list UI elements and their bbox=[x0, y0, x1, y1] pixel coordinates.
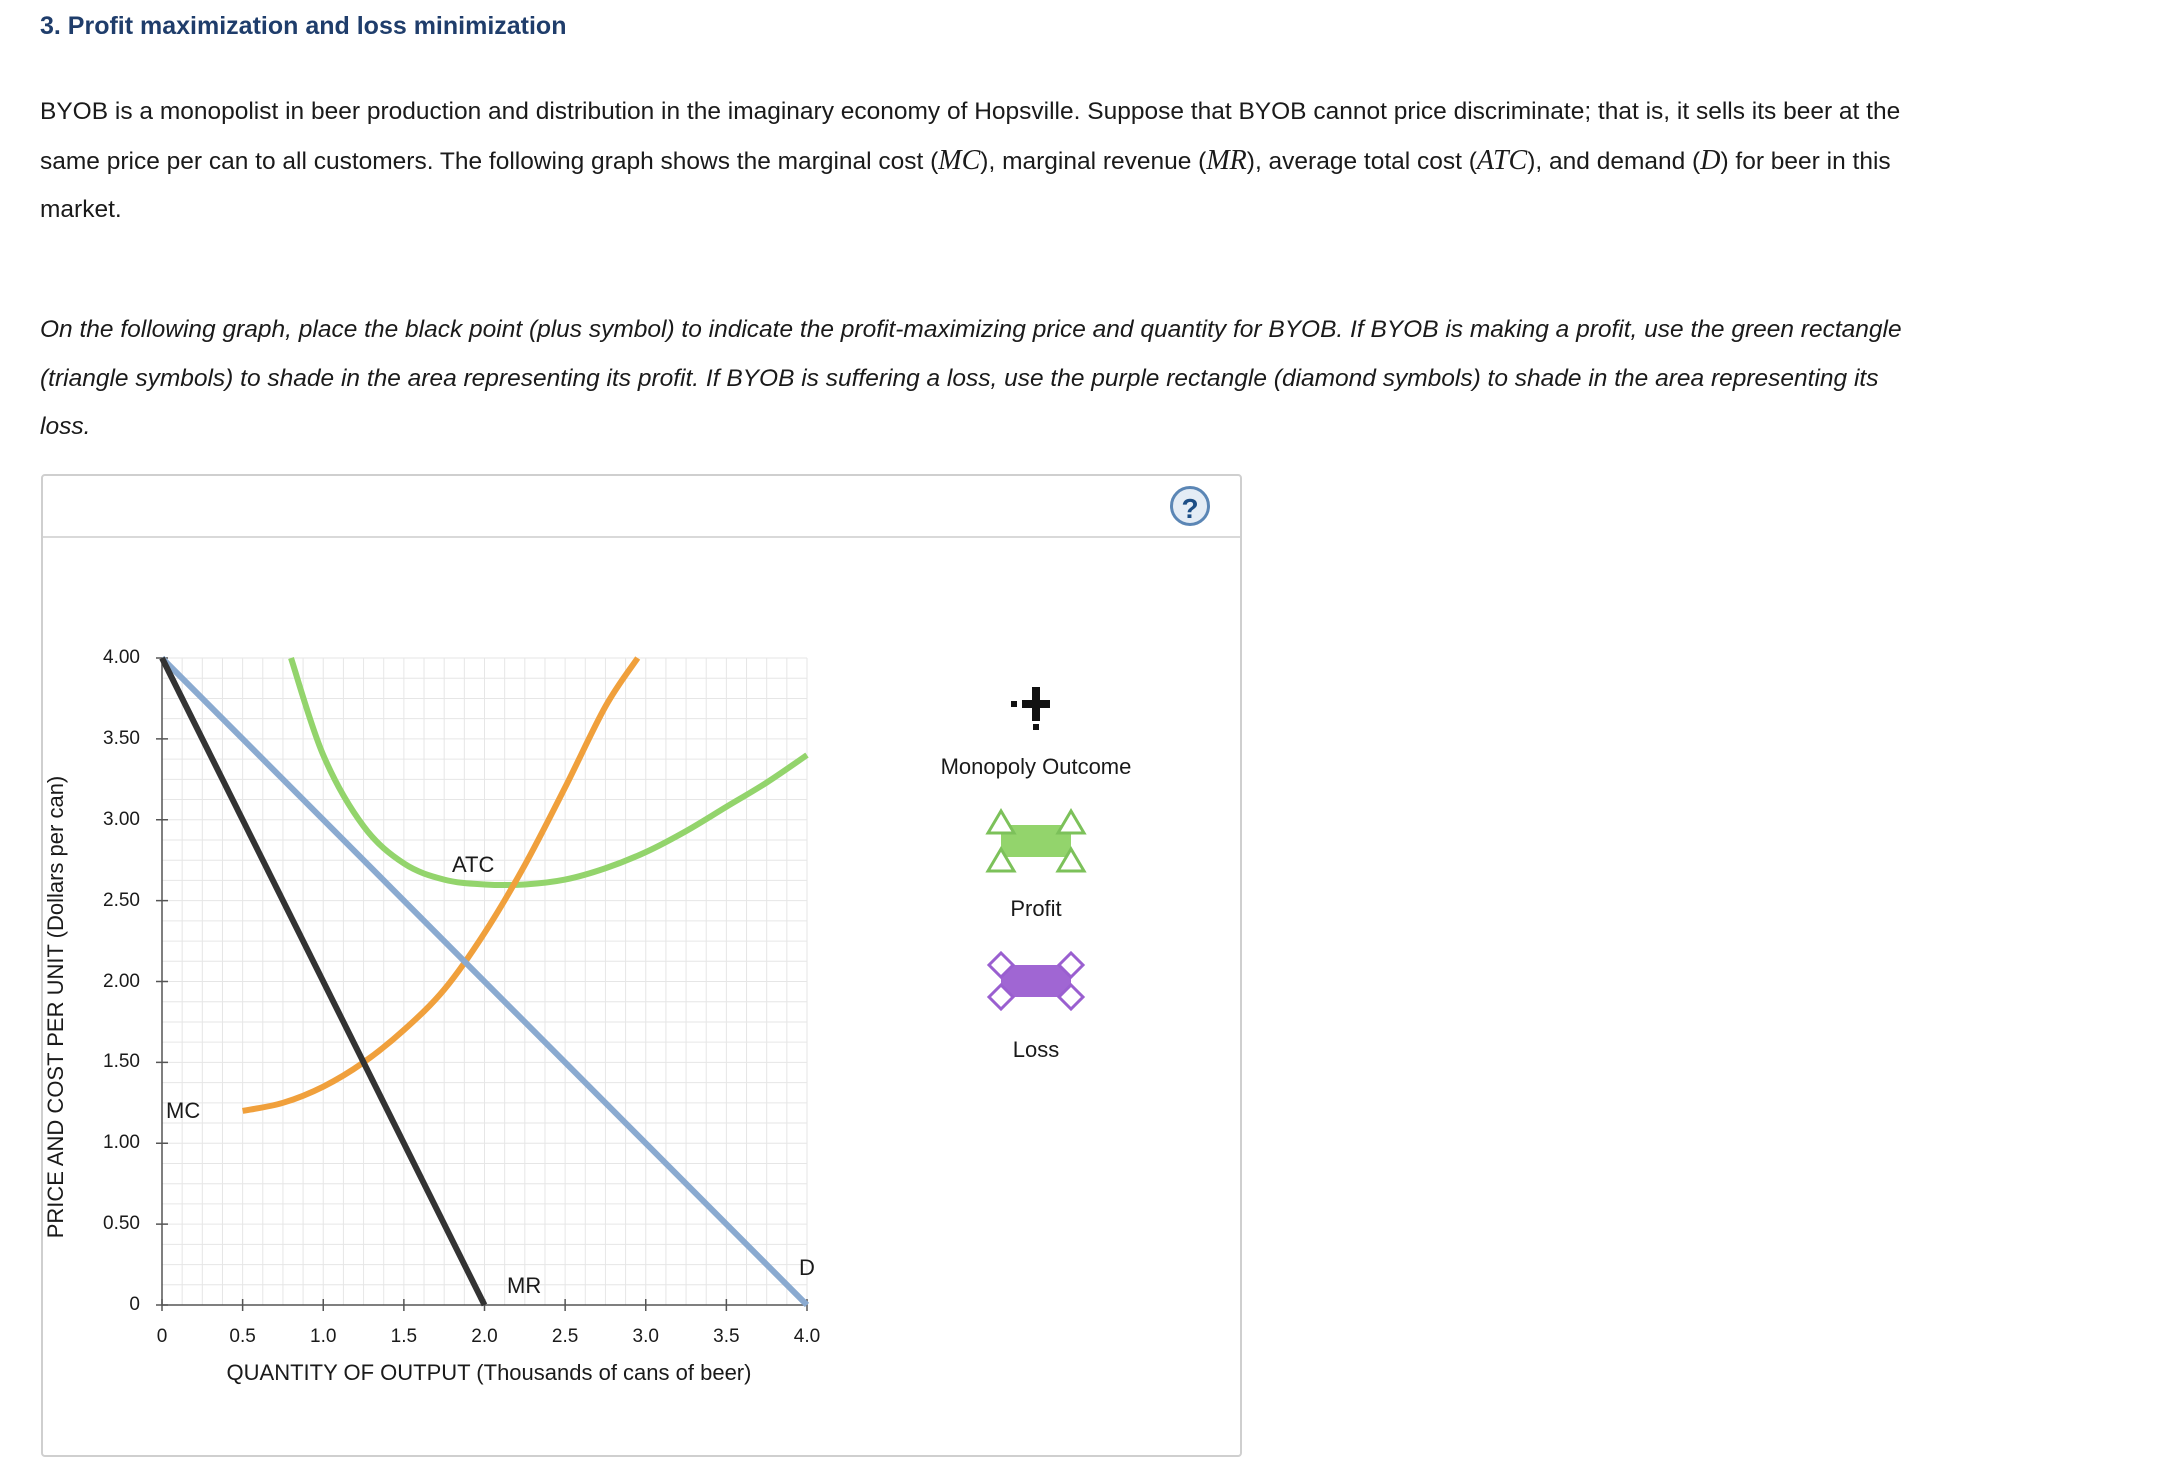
intro-text-4: ), and demand ( bbox=[1527, 147, 1701, 175]
intro-text-5: ) for beer in this market. bbox=[40, 147, 1891, 223]
intro-text-1: BYOB is a monopolist in beer production and distribution in the imaginary economy of Hopsville. Suppose that BYOB cannot price discriminate; that is, it sells its beer at the same price per can to all customers. The following graph shows the marginal cost ( bbox=[40, 98, 1901, 175]
atc-curve-label: ATC bbox=[452, 852, 495, 877]
loss-tool[interactable] bbox=[936, 1031, 1136, 1063]
x-tick-label: 4.0 bbox=[793, 1326, 821, 1347]
x-tick-label: 1.5 bbox=[390, 1326, 418, 1347]
question-instructions: On the following graph, place the black point (plus symbol) to indicate the profit-maximizing price and quantity for BYOB. If BYOB is making a profit, use the green rectangle (triangle symbols) to shade in the area representing its profit. If BYOB is suffering a loss, use the purple rectangle (diamond symbols) to shade in the area representing its loss. bbox=[40, 316, 1902, 440]
y-axis-title: PRICE AND COST PER UNIT (Dollars per can) bbox=[43, 775, 68, 1239]
question-heading: 3. Profit maximization and loss minimization bbox=[40, 12, 567, 40]
x-tick-label: 3.0 bbox=[632, 1326, 659, 1347]
atc-symbol: ATC bbox=[1476, 144, 1528, 176]
x-tick-label: 2.5 bbox=[551, 1326, 579, 1347]
monopoly-outcome-label: Monopoly Outcome bbox=[940, 754, 1132, 779]
y-tick-label: 2.50 bbox=[103, 889, 140, 911]
intro-text-2: ), marginal revenue ( bbox=[980, 147, 1207, 175]
y-tick-label: 3.50 bbox=[103, 727, 140, 749]
loss-label: Loss bbox=[1012, 1037, 1060, 1062]
demand-curve-label: D bbox=[799, 1255, 815, 1280]
y-tick-label: 1.50 bbox=[103, 1051, 140, 1073]
profit-label: Profit bbox=[1010, 896, 1062, 921]
mc-symbol: MC bbox=[938, 144, 981, 176]
y-tick-label: 1.00 bbox=[103, 1132, 140, 1154]
d-symbol: D bbox=[1700, 144, 1721, 176]
y-tick-label: 0.50 bbox=[103, 1213, 140, 1235]
mr-symbol: MR bbox=[1206, 144, 1247, 176]
x-axis-title: QUANTITY OF OUTPUT (Thousands of cans of beer) bbox=[226, 1360, 752, 1385]
y-tick-label: 0 bbox=[129, 1294, 140, 1315]
monopoly-outcome-tool[interactable] bbox=[936, 748, 1136, 780]
help-button[interactable]: ? bbox=[1170, 486, 1210, 526]
x-tick-label: 2.0 bbox=[471, 1326, 498, 1347]
mr-curve-label: MR bbox=[507, 1273, 542, 1298]
graph-panel-header bbox=[43, 476, 1240, 538]
x-tick-label: 0 bbox=[156, 1326, 168, 1347]
intro-text-3: ), average total cost ( bbox=[1246, 147, 1477, 175]
profit-tool[interactable] bbox=[936, 890, 1136, 922]
question-intro bbox=[40, 88, 1920, 235]
x-tick-label: 1.0 bbox=[310, 1326, 337, 1347]
mc-curve-label: MC bbox=[166, 1098, 201, 1123]
y-tick-label: 3.00 bbox=[103, 808, 140, 830]
y-tick-label: 2.00 bbox=[103, 970, 140, 992]
y-tick-label: 4.00 bbox=[103, 647, 140, 668]
x-tick-label: 3.5 bbox=[713, 1326, 740, 1347]
graph-panel bbox=[41, 474, 1242, 1457]
x-tick-label: 0.5 bbox=[229, 1326, 256, 1347]
